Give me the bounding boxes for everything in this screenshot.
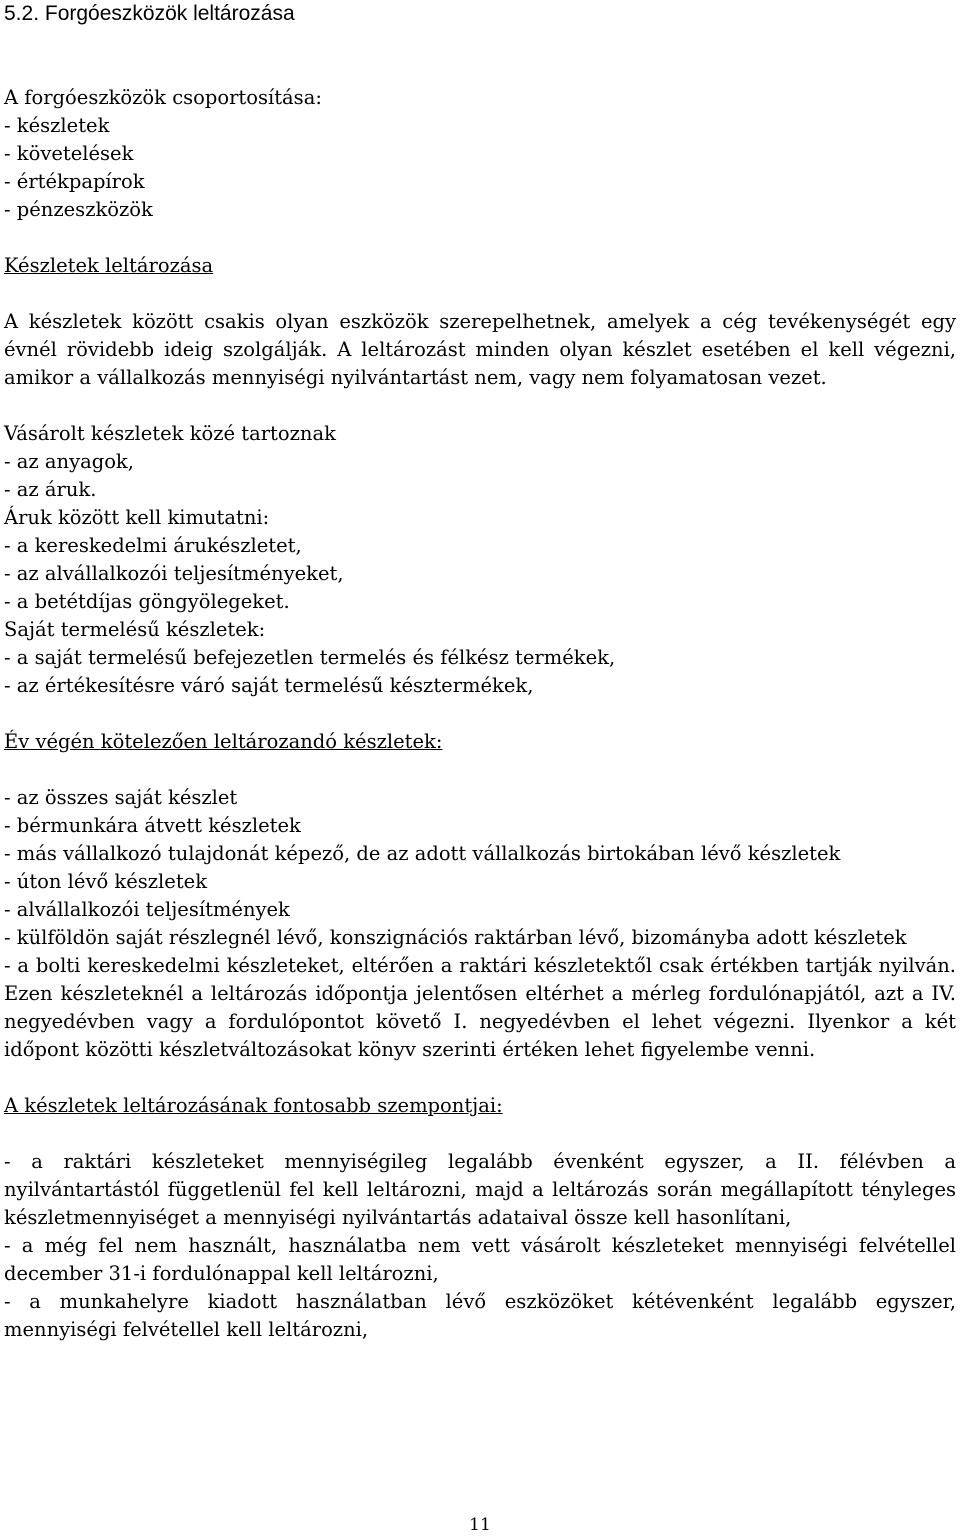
- list-item: - más vállalkozó tulajdonát képező, de az adott vállalkozás birtokában lévő készletek: [4, 842, 841, 865]
- mandatory-title: Év végén kötelezően leltározandó készletek:: [4, 730, 443, 753]
- purchased-title: Vásárolt készletek közé tartoznak: [4, 422, 336, 445]
- list-item: - az alvállalkozói teljesítményeket,: [4, 562, 344, 585]
- list-item: - készletek: [4, 114, 110, 137]
- list-item: - a betétdíjas göngyölegeket.: [4, 590, 290, 613]
- grouping-title: A forgóeszközök csoportosítása:: [4, 86, 322, 109]
- list-item: - bérmunkára átvett készletek: [4, 814, 301, 837]
- list-item: - az összes saját készlet: [4, 786, 238, 809]
- inventory-title: Készletek leltározása: [4, 254, 214, 277]
- inventory-intro: A készletek között csakis olyan eszközök szerepelhetnek, amelyek a cég tevékenységét egy évnél rövidebb ideig szolgálják. A leltározást minden olyan készlet esetében el kell végezni, amikor a vállalkozás mennyiségi nyilvántartást nem, vagy nem folyamatosan vezet.: [4, 310, 956, 389]
- list-item: - a raktári készleteket mennyiségileg legalább évenként egyszer, a II. félévben a nyilvántartástól függetlenül fel kell leltározni, majd a leltározás során megállapított tényleges készletmennyiséget a mennyiségi nyilvántartás adataival össze kell hasonlítani,: [4, 1150, 956, 1229]
- list-item: - értékpapírok: [4, 170, 145, 193]
- list-item: - a bolti kereskedelmi készleteket, eltérően a raktári készletektől csak értékben tartják nyilván. Ezen készleteknél a leltározás időpontja jelentősen eltérhet a mérleg fordulónapjától, azt a IV. negyedévben vagy a fordulópontot követő I. negyedévben el lehet végezni. Ilyenkor a két időpont közötti készletváltozásokat könyv szerinti értéken lehet figyelembe venni.: [4, 954, 956, 1061]
- list-item: - a még fel nem használt, használatba nem vett vásárolt készleteket mennyiségi felvétellel december 31-i fordulónappal kell leltározni,: [4, 1234, 956, 1285]
- list-item: - az anyagok,: [4, 450, 134, 473]
- list-item: - az áruk.: [4, 478, 97, 501]
- page-number: 11: [469, 1515, 491, 1535]
- list-item: - pénzeszközök: [4, 198, 153, 221]
- list-item: - úton lévő készletek: [4, 870, 208, 893]
- list-item: - követelések: [4, 142, 134, 165]
- section-heading: 5.2. Forgóeszközök leltározása: [4, 2, 295, 25]
- list-item: - az értékesítésre váró saját termelésű késztermékek,: [4, 674, 534, 697]
- list-item: - a kereskedelmi árukészletet,: [4, 534, 302, 557]
- goods-title: Áruk között kell kimutatni:: [4, 506, 270, 529]
- aspects-title: A készletek leltározásának fontosabb szempontjai:: [4, 1094, 503, 1117]
- list-item: - a saját termelésű befejezetlen termelés és félkész termékek,: [4, 646, 616, 669]
- list-item: - a munkahelyre kiadott használatban lévő eszközöket kétévenként legalább egyszer, mennyiségi felvétellel kell leltározni,: [4, 1290, 956, 1341]
- list-item: - alvállalkozói teljesítmények: [4, 898, 290, 921]
- own-title: Saját termelésű készletek:: [4, 618, 266, 641]
- list-item: - külföldön saját részlegnél lévő, konszignációs raktárban lévő, bizományba adott készletek: [4, 926, 907, 949]
- document-page: [4, 0, 956, 1344]
